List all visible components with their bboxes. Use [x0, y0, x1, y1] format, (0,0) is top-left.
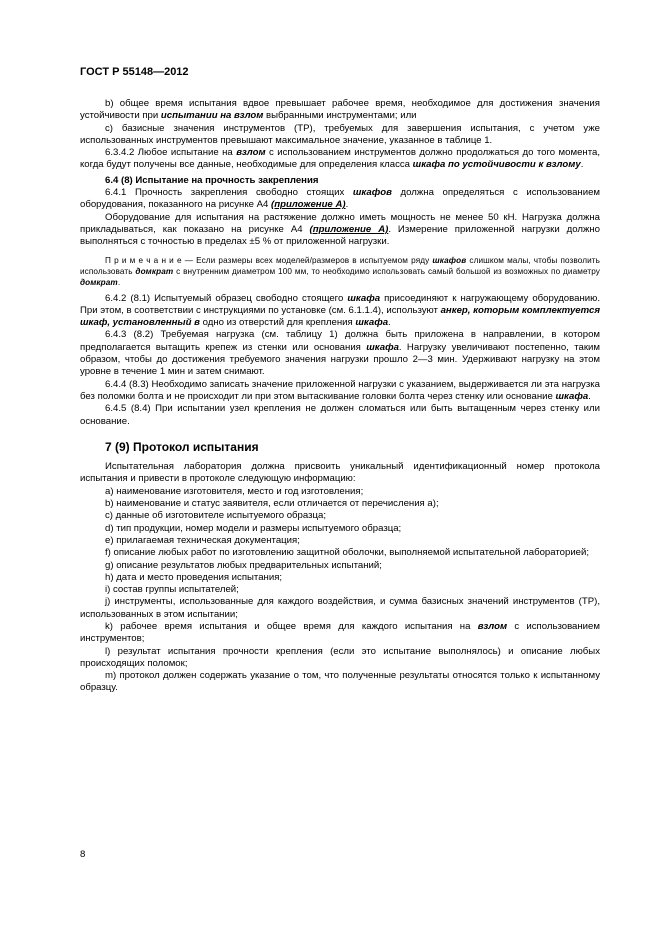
paragraph-6-4-4: 6.4.4 (8.3) Необходимо записать значение приложенной нагрузки с указанием, выдерживается ли эта нагрузка без поломки болта и не происходит ли при этом вытаскивание головки болта через стенку или основание шкафа.	[80, 378, 600, 402]
page-body	[80, 98, 600, 695]
paragraph-6-4-3: 6.4.3 (8.2) Требуемая нагрузка (см. таблицу 1) должна быть приложена в направлении, в котором предполагается вытащить крепеж из стенки или основания шкафа. Нагрузку увеличивают постепенно, таким образом, чтобы до достижения требуемого значения нагрузки прошло 2—3 мин. Удерживают нагрузку на этом уровне в течение 1 мин и затем снимают.	[80, 329, 600, 378]
paragraph-6-4-1: 6.4.1 Прочность закрепления свободно стоящих шкафов должна определяться с использованием оборудования, показанного на рисунке А4 (приложение А).	[80, 187, 600, 211]
document-header: ГОСТ Р 55148—2012	[80, 66, 189, 78]
paragraph-6-3-4-2: 6.3.4.2 Любое испытание на взлом с использованием инструментов должно продолжаться до того момента, когда будут получены все данные, необходимые для определения класса шкафа по устойчивости к взлому.	[80, 147, 600, 171]
list-item-e: e) прилагаемая техническая документация;	[105, 534, 300, 546]
list-item-c: c) данные об изготовителе испытуемого образца;	[105, 510, 327, 522]
list-item-m: m) протокол должен содержать указание о том, что полученные результаты относятся только к испытанному образцу.	[80, 670, 600, 694]
list-item-d: d) тип продукции, номер модели и размеры испытуемого образца;	[105, 522, 402, 534]
list-item-a: a) наименование изготовителя, место и год изготовления;	[105, 485, 364, 497]
list-item-l: l) результат испытания прочности крепления (если это испытание выполнялось) и описание любых происходящих поломок;	[80, 645, 600, 669]
list-item-f: f) описание любых работ по изготовлению защитной оболочки, выполняемой испытательной лабораторией;	[105, 547, 590, 559]
paragraph-6-4-5: 6.4.5 (8.4) При испытании узел крепления не должен сломаться или быть вытащенным через стенку или основание.	[80, 403, 600, 427]
list-item-k: k) рабочее время испытания и общее время для каждого испытания на взлом с использованием инструментов;	[80, 620, 600, 645]
list-item-h: h) дата и место проведения испытания;	[105, 571, 283, 583]
list-item-g: g) описание результатов любых предварительных испытаний;	[105, 559, 382, 571]
note: П р и м е ч а н и е — Если размеры всех моделей/размеров в испытуемом ряду шкафов слишком малы, чтобы позволить использовать домкрат с внутренним диаметром 100 мм, то необходимо использовать самый большой из возможных по диаметру домкрат.	[80, 255, 600, 287]
section-6-4-heading: 6.4 (8) Испытание на прочность закрепления	[105, 174, 319, 186]
section-7-heading: 7 (9) Протокол испытания	[105, 439, 259, 454]
paragraph-7-intro: Испытательная лаборатория должна присвоить уникальный идентификационный номер протокола испытания и привести в протоколе следующую информацию:	[80, 461, 600, 485]
paragraph-6-4-2: 6.4.2 (8.1) Испытуемый образец свободно стоящего шкафа присоединяют к нагружающему оборудованию. При этом, в соответствии с инструкциями по установке (см. 6.1.1.4), используют анкер, которым комплектуется шкаф, установленный в одно из отверстий для крепления шкафа.	[80, 292, 601, 329]
page-number: 8	[80, 849, 86, 860]
paragraph-c: c) базисные значения инструментов (ТР), требуемых для завершения испытания, с учетом уже использованных инструментов превышают максимальное значение, указанное в таблице 1.	[80, 122, 600, 146]
paragraph-equipment: Оборудование для испытания на растяжение должно иметь мощность не менее 50 кН. Нагрузка должна прикладываться, как показано на рисунке А4 (приложение А). Измерение приложенной нагрузки должно выполняться с точностью в пределах ±5 % от приложенной нагрузки.	[80, 211, 600, 248]
list-item-b: b) наименование и статус заявителя, если отличается от перечисления а);	[105, 498, 439, 510]
list-item-j: j) инструменты, использованные для каждого воздействия, и сумма базисных значений инструментов (ТР), использованных в этом испытании;	[80, 596, 600, 620]
list-item-i: i) состав группы испытателей;	[105, 584, 239, 596]
paragraph-b: b) общее время испытания вдвое превышает рабочее время, необходимое для достижения значения устойчивости при испытании на взлом выбранными инструментами; или	[80, 98, 600, 122]
